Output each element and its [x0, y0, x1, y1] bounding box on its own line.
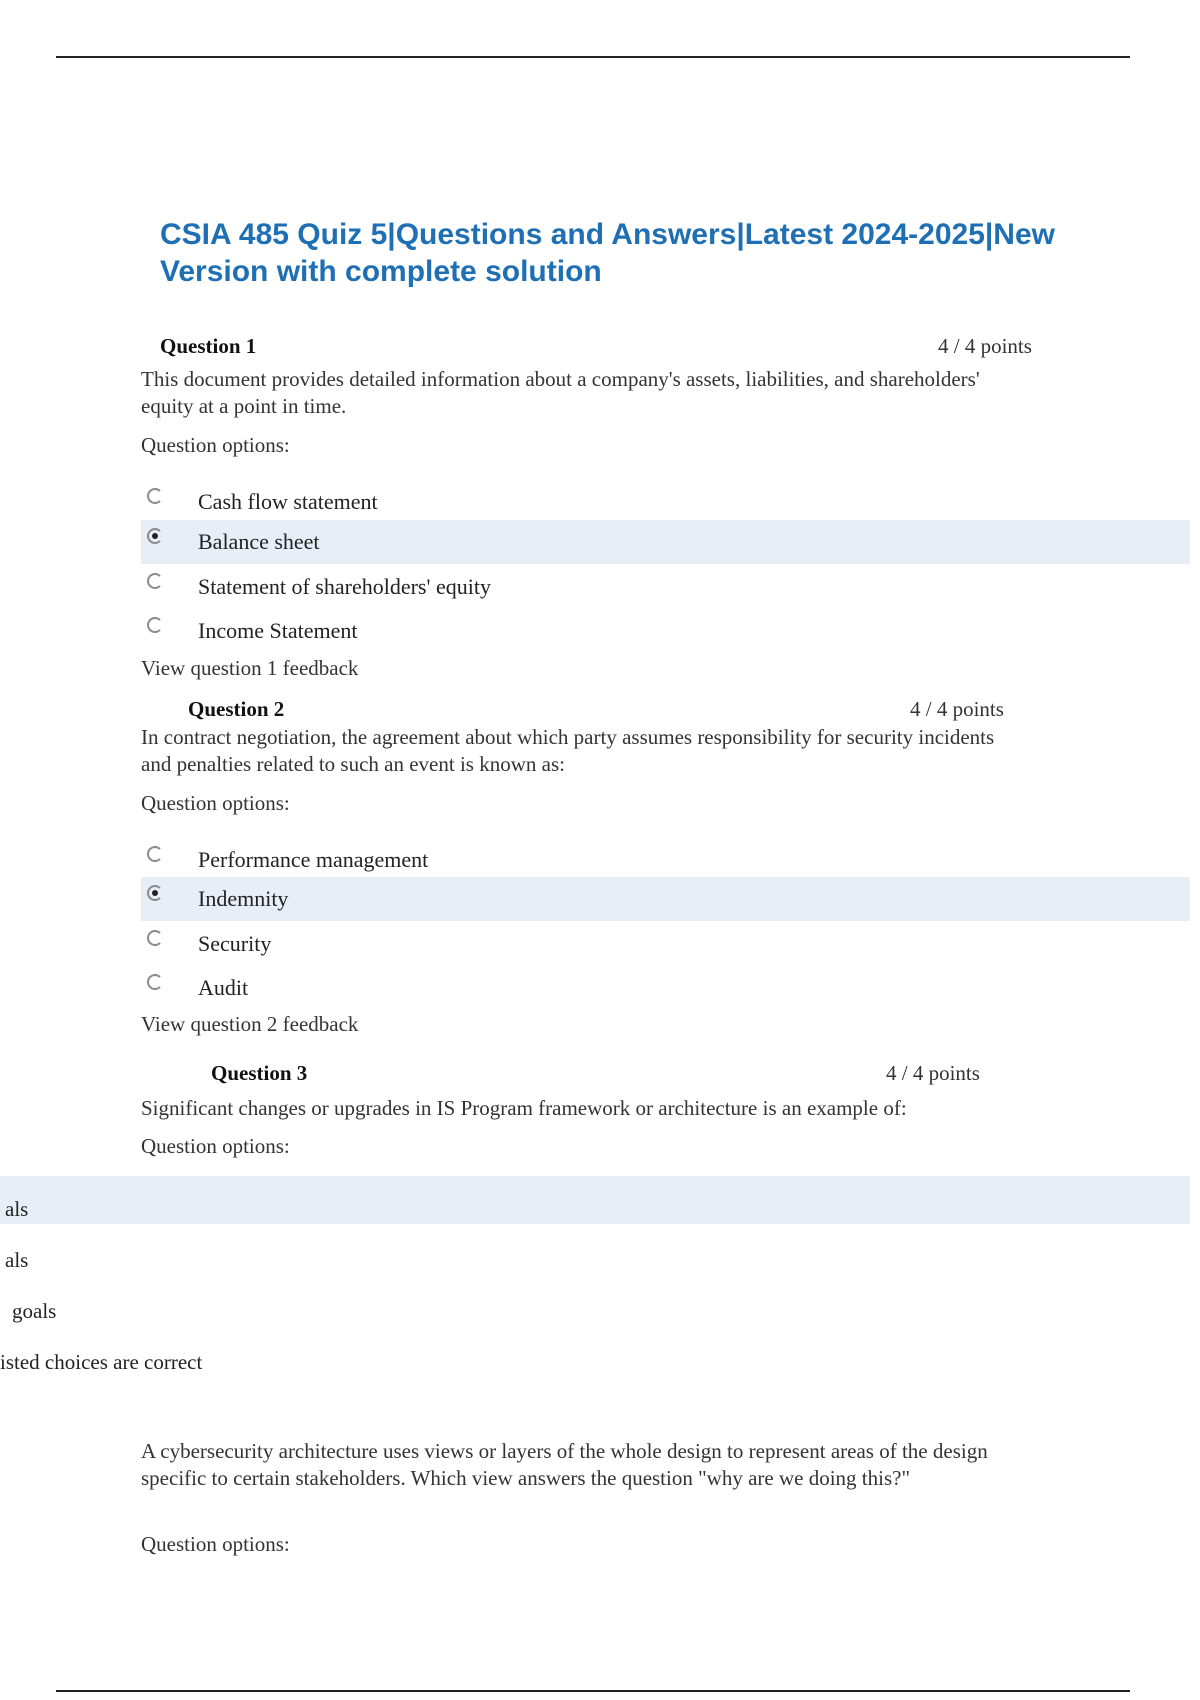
question-2-option-security[interactable]: Security: [141, 922, 1190, 966]
question-1-points: 4 / 4 points: [938, 334, 1032, 358]
question-2-text: In contract negotiation, the agreement about which party assumes responsibility for security incidents and penalties related to such an event is known as:: [141, 725, 995, 776]
question-4-text: A cybersecurity architecture uses views or layers of the whole design to represent areas of the design specific to certain stakeholders. Which view answers the question "why are we doing this?": [141, 1439, 988, 1490]
radio-icon[interactable]: [147, 573, 163, 589]
question-1-text: This document provides detailed information about a company's assets, liabilities, and shareholders' equity at a point in time.: [141, 367, 980, 418]
question-3-option-3-fragment[interactable]: goals: [12, 1299, 57, 1323]
radio-selected-icon[interactable]: [147, 528, 163, 544]
question-1-options-label: Question options:: [141, 433, 290, 457]
question-3-options-label: Question options:: [141, 1134, 290, 1158]
document-title: CSIA 485 Quiz 5|Questions and Answers|Latest 2024-2025|New Version with complete solution: [160, 218, 1055, 288]
top-rule: [56, 56, 1130, 58]
question-3-option-2-fragment[interactable]: als: [5, 1248, 29, 1272]
question-3-heading: Question 3: [211, 1061, 308, 1085]
question-2-option-performance-management[interactable]: Performance management: [141, 838, 1190, 882]
question-3-option-1-fragment[interactable]: als: [5, 1197, 29, 1221]
question-2-option-audit[interactable]: Audit: [141, 966, 1190, 1010]
question-3-text: Significant changes or upgrades in IS Program framework or architecture is an example of:: [141, 1096, 907, 1120]
question-1-option-cash-flow-statement[interactable]: Cash flow statement: [141, 480, 1190, 524]
question-2-heading: Question 2: [188, 697, 285, 721]
radio-icon[interactable]: [147, 930, 163, 946]
question-2-points: 4 / 4 points: [910, 697, 1004, 721]
radio-selected-icon[interactable]: [147, 885, 163, 901]
bottom-rule: [56, 1690, 1130, 1692]
question-2-option-indemnity[interactable]: Indemnity: [141, 877, 1190, 921]
question-2-feedback-link[interactable]: View question 2 feedback: [141, 1012, 359, 1036]
question-4-options-label: Question options:: [141, 1532, 290, 1556]
radio-icon[interactable]: [147, 846, 163, 862]
question-1-heading: Question 1: [160, 334, 257, 358]
question-3-option-4-fragment[interactable]: isted choices are correct: [0, 1350, 203, 1374]
radio-icon[interactable]: [147, 617, 163, 633]
radio-icon[interactable]: [147, 488, 163, 504]
question-1-option-income-statement[interactable]: Income Statement: [141, 609, 1190, 653]
question-1-option-balance-sheet[interactable]: Balance sheet: [141, 520, 1190, 564]
question-3-selected-option-band: [0, 1176, 1190, 1224]
question-1-option-statement-of-shareholders-equity[interactable]: Statement of shareholders' equity: [141, 565, 1190, 609]
question-3-points: 4 / 4 points: [886, 1061, 980, 1085]
question-1-feedback-link[interactable]: View question 1 feedback: [141, 656, 359, 680]
question-2-options-label: Question options:: [141, 791, 290, 815]
radio-icon[interactable]: [147, 974, 163, 990]
